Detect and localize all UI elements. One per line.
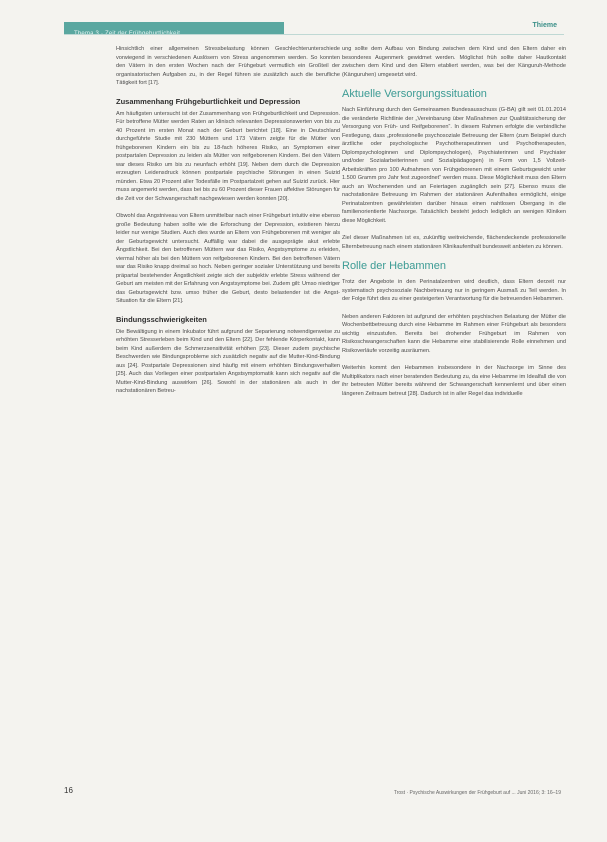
right-column: [342, 45, 566, 407]
paragraph: Neben anderen Faktoren ist aufgrund der erhöhten psychischen Belastung der Mütter die Wochenbettbetreuung durch eine Hebamme im Rahmen einer Frühgeburt als besonders wichtig einzustufen. Bereits bei drohender Frühgeburt im Rahmen von Risikoschwangerschaften kann die Hebamme eine stabilisierende Rolle einnehmen und Risikoverläufe vorzeitig ausräumen.: [342, 313, 566, 354]
paragraph: ung sollte dem Aufbau von Bindung zwischen dem Kind und den Eltern daher ein besonderes Augenmerk gewidmet werden. Möglichst früh sollte daher Hautkontakt zwischen dem Kind und den Eltern etabliert werden, was bei der Känguruh-Methode (Känguruhen) umgesetzt wird.: [342, 46, 566, 78]
section-heading: Zusammenhang Frühgeburtlichkeit und Depression: [116, 96, 301, 106]
paragraph: Nach Einführung durch den Gemeinsamen Bundesausschuss (G-BA) gilt seit 01.01.2014 die veränderte Richtlinie der „Vereinbarung über Maßnahmen zur Qualitätssicherung der Versorgung von Früh- und Reifgeborenen“. In diesem Rahmen erfolgte die verbindliche Festlegung, dass „professionelle psychosoziale Betreuung der Eltern (zum Beispiel durch ärztliche oder psychologische Psychotherapeutinnen und Psychotherapeuten, Diplompsychologinnen und Diplompsychologen), Psychiaterinnen und Psychiater und/oder Sozialarbeiterinnen und Sozialpädagogen) in Form von 1,5 Vollzeit-Arbeitskräften pro 100 Aufnahmen von Frühgeborenen mit einem Geburtsgewicht unter 1.500 Gramm pro Jahr fest zugeordnet“ werden muss. Diese Möglichkeit muss den Eltern auch an Wochenenden und an Feiertagen zugänglich sein [27]. Ebenso muss die nachstationäre Betreuung im Rahmen der stationären Aufenthaltes ermöglicht, einige Perinatalzentren gewährleisten darüber hinaus einen nahtlosen Übergang in die familienorientierte Nachsorge. Tatsächlich besteht jedoch lediglich an wenigen Kliniken diese Möglichkeit.: [342, 107, 566, 224]
paragraph: Ziel dieser Maßnahmen ist es, zukünftig weitreichende, flächendeckende professionelle Elternbetreuung nach einem stationären Klinikaufenthalt bundesweit anbieten zu können.: [342, 235, 566, 250]
section-title: Rolle der Hebammen: [342, 260, 446, 272]
paragraph: Trotz der Angebote in den Perinatalzentren wird deutlich, dass Eltern derzeit nur systematisch psychosoziale Nachbetreuung nur in geringem Ausmaß zu Teil werden. In der Folge führt dies zu einer gesteigerten Verantwortung für die betreuenden Hebammen.: [342, 279, 566, 302]
page-number: 16: [64, 786, 73, 795]
paragraph: Am häufigsten untersucht ist der Zusammenhang von Frühgeburtlichkeit und Depression. Für betroffene Mütter werden Raten an klinisch relevanten Depressionswerten von bis zu 40 Prozent im ersten Monat nach der Geburt berichtet [18]. Eine in Deutschland durchgeführte Studie mit 230 Müttern und 173 Vätern zeigte für die Mütter von frühgeborenen Kindern ein bis zu 18-fach höheres Risiko, an Symptomen einer postpartalen Depression zu leiden als Mütter von reifgeborenen Kindern. Bei den Vätern war dieses Risiko um bis zu neunfach erhöht [19]. Neben dem durch die Depression erzeugten Leidensdruck können postpartale psychische Störungen in einen Suizid münden. Etwa 20 Prozent aller Todesfälle im Postpartalzeit gehen auf Suizid zurück. Hier muss angemerkt werden, dass bei bis zu 60 Prozent dieser Frauen affektive Störungen für die Zeit vor der Schwangerschaft nachgewiesen werden konnten [20].: [116, 110, 340, 202]
paragraph: Obwohl das Angstniveau von Eltern unmittelbar nach einer Frühgeburt intuitiv eine ebenso große Bedeutung haben sollte wie die Erforschung der Depression, existieren hierzu leider nur wenige Studien. Auch dies wurde an Eltern von Frühgeborenen mit weniger als der Geburtsgewicht untersucht. Auffällig war dabei die ausgeprägte akut erlebte Ängstlichkeit. Bei den betroffenen Müttern war das Risiko, Angstsymptome zu erleiden, viermal höher als bei den Müttern von reifgeborenen Kindern. Bei den betroffenen Vätern war das Risiko knapp dreimal so hoch. Neben geringer sozialer Unterstützung und bereits präpartal bestehender Ängstlichkeit zeigte sich der subjektiv erlebte Stress während der Geburt am meisten mit der Erfahrung von Angstsymptome bei. Zudem gilt: Umso niedriger das Geburtsgewicht bzw. umso früher die Geburt, desto belastender ist die Angst-Situation für die Eltern [21].: [116, 213, 340, 304]
section-header-bar: [64, 22, 284, 34]
section-heading: Bindungsschwierigkeiten: [116, 314, 207, 324]
left-column: [116, 45, 340, 405]
paragraph: Weiterhin kommt den Hebammen insbesondere in der Nachsorge im Sinne des Multiplikators nach einer beratenden Bedeutung zu, da eine Hebamme im Idealfall die von ihr betreuten Mütter bereits während der Schwangerschaft kennenlernt und über einen längeren Zeitraum betreut [28]. Dadurch ist in aller Regel das individuelle: [342, 365, 566, 397]
publisher-logo: Thieme: [532, 22, 557, 29]
footer-citation: Trost · Psychische Auswirkungen der Frühgeburt auf ... Juni 2016; 3: 16–19: [393, 790, 561, 796]
paragraph: Die Bewältigung in einem Inkubator führt aufgrund der Separierung notwendigerweise zu erhöhten Stresserleben beim Kind und den Eltern [22]. Der fehlende Körperkontakt, kann beim Kind außerdem die Schmerzsensitivität erhöhen [23]. Dieser zudem psychische Beschwerden wie Bindungsprobleme sich zusätzlich negativ auf die Mutter-Kind-Bindung aus [24]. Postpartale Depressionen sind häufig mit einem erhöhten Bindungsverhalten [25]. Auch das Vorliegen einer postpartalen Angstsymptomatik kann sich negativ auf die Mutter-Kind-Bindung auswirken [26]. Sowohl in der stationären als auch in der nachstationären Betreu-: [116, 328, 340, 394]
paragraph: Hinsichtlich einer allgemeinen Stressbelastung können Geschlechterunterschiede vorwiegend in verschiedenen Auslösern von Stress angenommen werden. So konnten den Vätern in den ersten Wochen nach der Frühgeburt vermutlich ein Großteil der organisatorischen Aufgaben zu, in der Regel führen sie zusätzlich auch die berufliche Tätigkeit fort [17].: [116, 46, 340, 86]
section-title: Aktuelle Versorgungssituation: [342, 88, 487, 100]
header-divider: [64, 34, 564, 35]
